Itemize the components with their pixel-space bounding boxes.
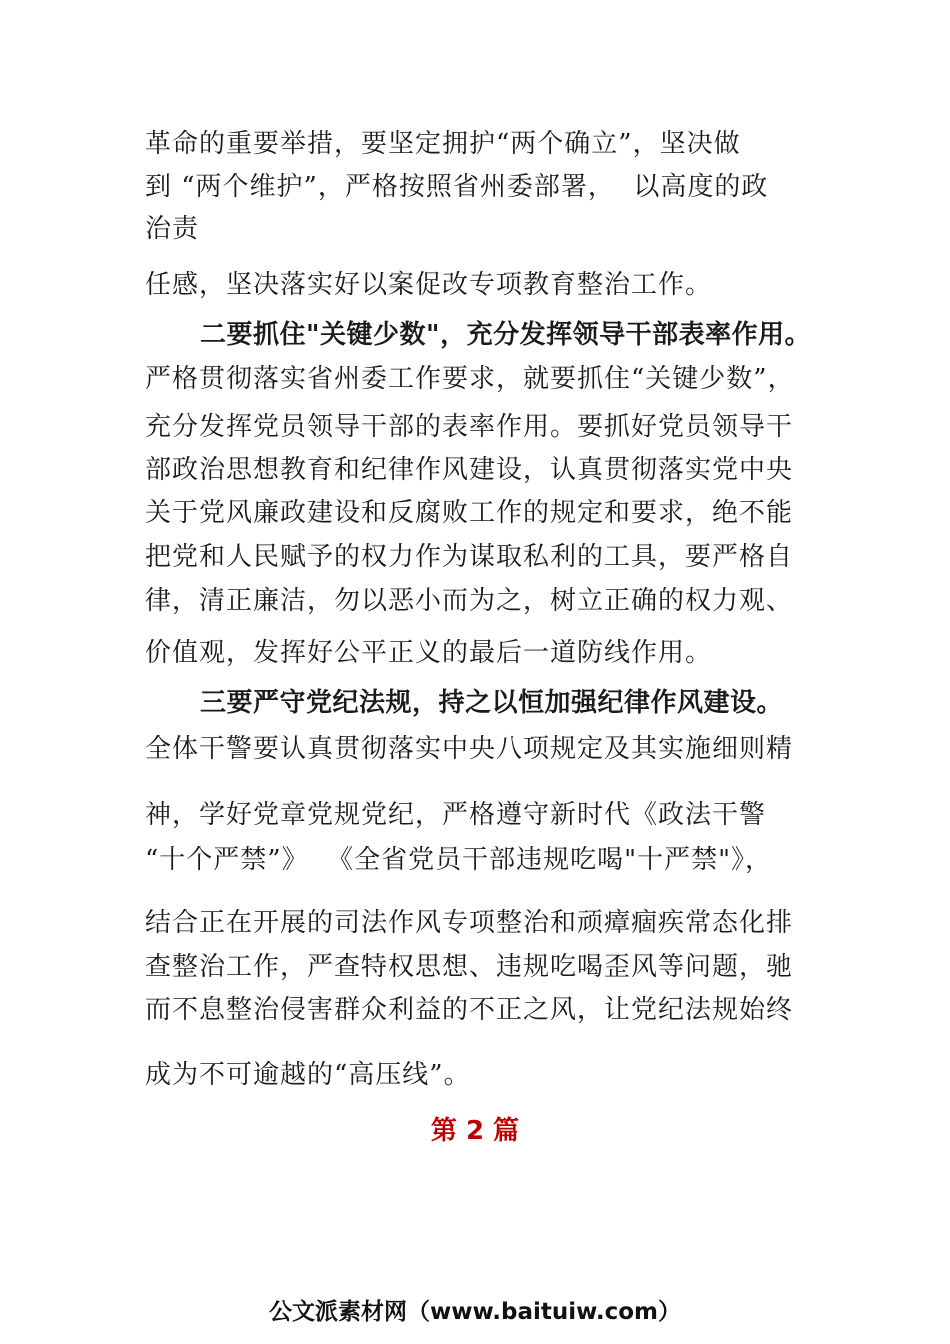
body-line: 把党和人民赋予的权力作为谋取私利的工具，要严格自 <box>145 542 794 572</box>
body-line: 而不息整治侵害群众利益的不正之风，让党纪法规始终 <box>145 995 794 1025</box>
chapter-title: 第 2 篇 <box>430 1116 520 1146</box>
body-line: 关于党风廉政建设和反腐败工作的规定和要求，绝不能 <box>145 498 794 528</box>
body-line: 价值观，发挥好公平正义的最后一道防线作用。 <box>145 638 713 668</box>
section-heading-2: 二要抓住"关键少数"，充分发挥领导干部表率作用。 <box>200 320 812 350</box>
section-heading-3: 三要严守党纪法规，持之以恒加强纪律作风建设。 <box>200 688 784 718</box>
body-line: 部政治思想教育和纪律作风建设，认真贯彻落实党中央 <box>145 455 794 485</box>
body-line: 成为不可逾越的“高压线”。 <box>145 1060 471 1090</box>
body-line: 严格贯彻落实省州委工作要求，就要抓住“关键少数”， <box>145 364 795 394</box>
body-line: 神，学好党章党规党纪，严格遵守新时代《政法干警 <box>145 800 767 830</box>
body-line: 到 “两个维护”，严格按照省州委部署， 以高度的政 <box>145 172 769 202</box>
body-line: 治责 <box>145 214 200 244</box>
body-line: 全体干警要认真贯彻落实中央八项规定及其实施细则精 <box>145 734 794 764</box>
body-line: 任感，坚决落实好以案促改专项教育整治工作。 <box>145 270 713 300</box>
body-line: 革命的重要举措，要坚定拥护“两个确立”，坚决做 <box>145 129 741 159</box>
body-line: 结合正在开展的司法作风专项整治和顽瘴痼疾常态化排 <box>145 908 794 938</box>
body-line: “十个严禁”》 《全省党员干部违规吃喝"十严禁"》， <box>145 845 773 875</box>
body-line: 律，清正廉洁，勿以恶小而为之，树立正确的权力观、 <box>145 586 794 616</box>
body-line: 查整治工作，严查特权思想、违规吃喝歪风等问题，驰 <box>145 952 794 982</box>
body-line: 充分发挥党员领导干部的表率作用。要抓好党员领导干 <box>145 412 794 442</box>
footer-watermark: 公文派素材网（www.baituiw.com） <box>268 1299 682 1325</box>
